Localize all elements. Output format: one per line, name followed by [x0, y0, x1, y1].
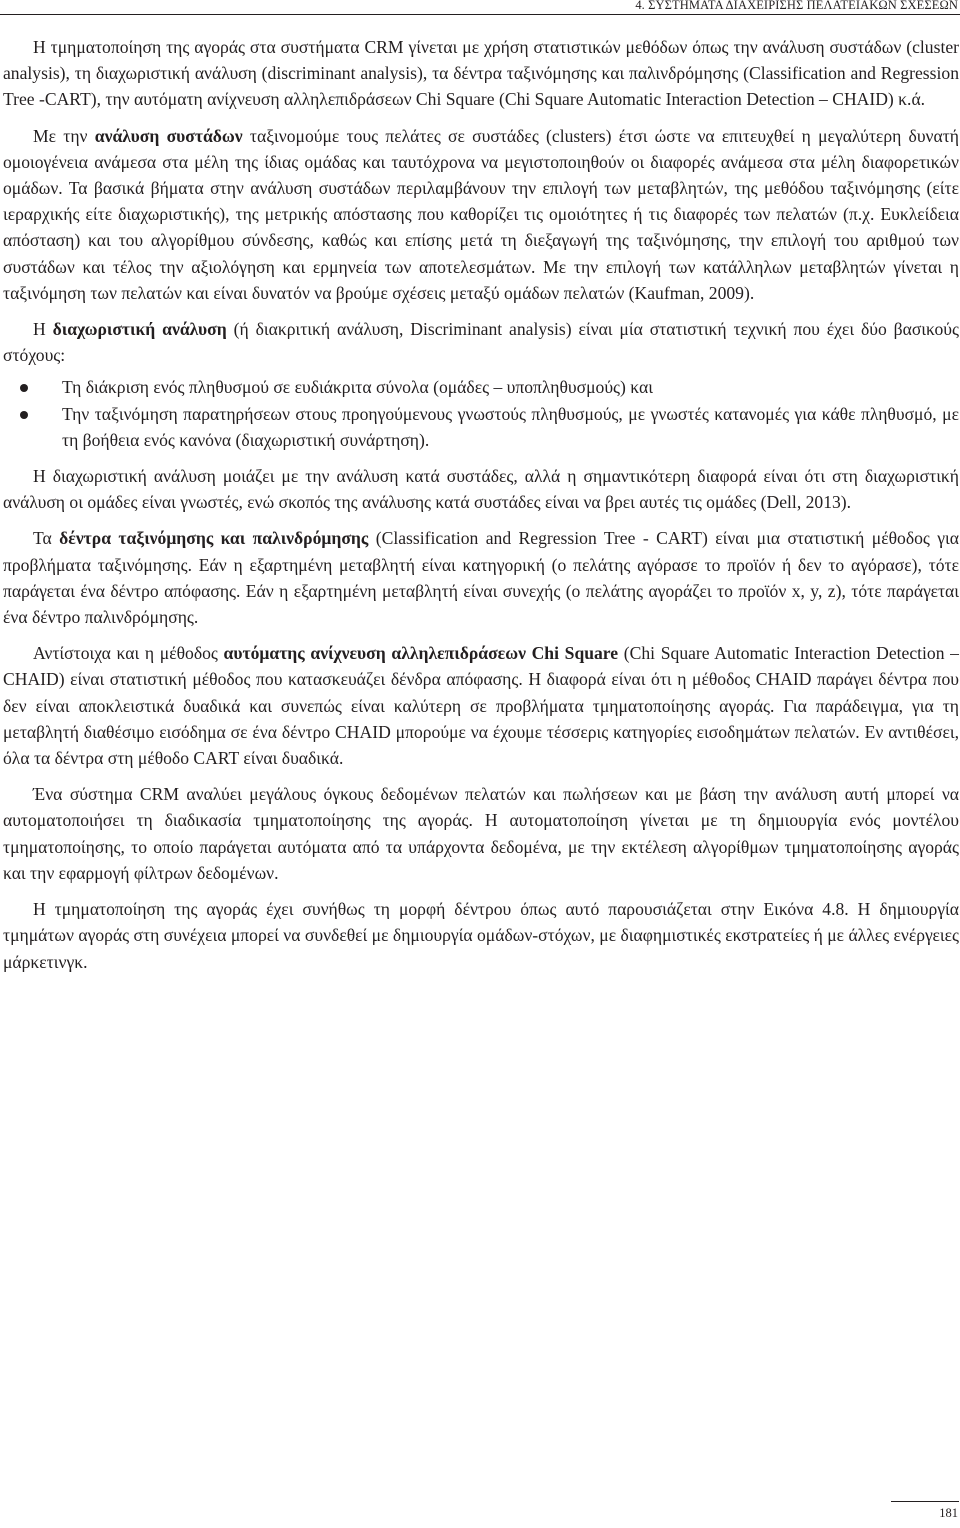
bullet-icon: [20, 384, 28, 392]
paragraph-segmentation-tree: Η τμηματοποίηση της αγοράς έχει συνήθως τη μορφή δέντρου όπως αυτό παρουσιάζεται στην Εικόνα 4.8. Η δημιουργία τμημάτων αγοράς στη συνέχεια μπορεί να συνδεθεί με δημιουργία ομάδων-στόχων, με διαφημιστικές εκστρατείες ή με άλλες ενέργειες μάρκετινγκ.: [3, 899, 959, 972]
goals-list: [3, 374, 959, 453]
paragraph-discriminant-analysis: [3, 316, 959, 368]
page-body: [3, 34, 959, 985]
term-discriminant-analysis: διαχωριστική ανάλυση: [52, 319, 227, 340]
header-rule: [0, 14, 960, 15]
text-pre: Η: [33, 319, 53, 340]
text-post: (ή διακριτική ανάλυση, Discriminant analysis) είναι μία στατιστική τεχνική που έχει δύο βασικούς στόχους:: [3, 319, 959, 366]
text-post: ταξινομούμε τους πελάτες σε συστάδες (clusters) έτσι ώστε να επιτευχθεί η μεγαλύτερη δυνατή ομοιογένεια ανάμεσα στα μέλη της ίδιας ομάδας και ταυτόχρονα να μεγιστοποιηθούν οι διαφορές ανάμεσα στα μέλη διαφορετικών ομάδων. Τα βασικά βήματα στην ανάλυση συστάδων περιλαμβάνουν την επιλογή των μεταβλητών, της μεθόδου ταξινόμησης (είτε ιεραρχικής είτε διαχωριστικής), της μετρικής απόστασης που καθορίζει τις ομοιότητες ή τις διαφορές των πελατών (π.χ. Ευκλείδεια απόσταση) και του αλγορίθμου σύνδεσης, καθώς και επίσης μετά τη διεξαγωγή της ταξινόμησης, την επιλογή του αριθμού των συστάδων και τέλος την αξιολόγηση και ερμηνεία των αποτελεσμάτων. Με την επιλογή των κατάλληλων μεταβλητών γίνεται η ταξινόμηση των πελατών και είναι δυνατόν να βρούμε σχέσεις μεταξύ ομάδων πελατών (Kaufman, 2009).: [3, 125, 959, 303]
paragraph-chaid: [3, 640, 959, 771]
paragraph-cart: [3, 525, 959, 630]
text-post: (Classification and Regression Tree - CART) είναι μια στατιστική μέθοδος για προβλήματα ταξινόμησης. Εάν η εξαρτημένη μεταβλητή είναι κατηγορική (ο πελάτης αγόρασε το προϊόν ή δεν το αγόρασε), τότε παράγεται ένα δέντρο απόφασης. Εάν η εξαρτημένη μεταβλητή είναι συνεχής (ο πελάτης αγοράζει το προϊόν x, y, z), τότε παράγεται ένα δέντρο παλινδρόμησης.: [3, 528, 960, 628]
paragraph-segmentation-methods: Η τμηματοποίηση της αγοράς στα συστήματα CRM γίνεται με χρήση στατιστικών μεθόδων όπως την ανάλυση συστάδων (cluster analysis), τη διαχωριστική ανάλυση (discriminant analysis), τα δέντρα ταξινόμησης και παλινδρόμησης (Classification and Regression Tree -CART), την αυτόματη ανίχνευση αλληλεπιδράσεων Chi Square (Chi Square Automatic Interaction Detection – CHAID) κ.ά.: [3, 37, 959, 110]
text-post: (Chi Square Automatic Interaction Detection – CHAID) είναι στατιστική μέθοδος που κατασκευάζει δένδρα απόφασης. Η διαφορά είναι ότι η μέθοδος CHAID παράγει δέντρα που δεν είναι αποκλειστικά δυαδικά και συνεπώς είναι καλύτερη σε προβλήματα τμηματοποίησης αγοράς. Για παράδειγμα, για τη μεταβλητή διαθέσιμο εισόδημα σε ένα δέντρο CHAID μπορούμε να έχουμε τέσσερις κατηγορίες εισοδημάτων πελατών. Εν αντιθέσει, όλα τα δέντρα στη μέθοδο CART είναι δυαδικά.: [3, 643, 959, 769]
text-pre: Με την: [33, 125, 95, 146]
text-pre: Τα: [33, 528, 60, 549]
text-pre: Αντίστοιχα και η μέθοδος: [33, 643, 224, 664]
paragraph-cluster-analysis: [3, 123, 959, 306]
chapter-title: 4. ΣΥΣΤΗΜΑΤΑ ΔΙΑΧΕΙΡΙΣΗΣ ΠΕΛΑΤΕΙΑΚΩΝ ΣΧΕΣΕΩΝ: [635, 0, 958, 12]
paragraph-crm-automation: Ένα σύστημα CRM αναλύει μεγάλους όγκους δεδομένων πελατών και πωλήσεων και με βάση την ανάλυση αυτή μπορεί να αυτοματοποιήσει τη διαδικασία τμηματοποίησης της αγοράς. Η αυτοματοποίηση γίνεται με τη δημιουργία ενός μοντέλου τμηματοποίησης, το οποίο παράγεται αυτόματα από τα υπάρχοντα δεδομένα, με την εκτέλεση αλγορίθμων τμηματοποίησης αγοράς και την εφαρμογή φίλτρων δεδομένων.: [3, 784, 959, 883]
running-header: [0, 0, 960, 13]
term-cluster-analysis: ανάλυση συστάδων: [94, 125, 243, 146]
paragraph-discriminant-vs-cluster: Η διαχωριστική ανάλυση μοιάζει με την ανάλυση κατά συστάδες, αλλά η σημαντικότερη διαφορά είναι ότι στη διαχωριστική ανάλυση οι ομάδες είναι γνωστές, ενώ σκοπός της ανάλυσης κατά συστάδες είναι να βρει αυτές τις ομάδες (Dell, 2013).: [3, 466, 959, 513]
list-item: [62, 401, 959, 453]
list-item-text: Την ταξινόμηση παρατηρήσεων στους προηγούμενους γνωστούς πληθυσμούς, με γνωστές κατανομές για κάθε πληθυσμό, με τη βοήθεια ενός κανόνα (διαχωριστική συνάρτηση).: [62, 403, 959, 450]
list-item-text: Τη διάκριση ενός πληθυσμού σε ευδιάκριτα σύνολα (ομάδες – υποπληθυσμούς) και: [62, 377, 653, 398]
footer-rule: [891, 1501, 959, 1502]
list-item: [62, 374, 959, 400]
page-number: 181: [939, 1506, 958, 1520]
term-cart: δέντρα ταξινόμησης και παλινδρόμησης: [59, 528, 369, 549]
bullet-icon: [20, 411, 28, 419]
term-chaid: αυτόματης ανίχνευση αλληλεπιδράσεων Chi Square: [223, 643, 619, 664]
